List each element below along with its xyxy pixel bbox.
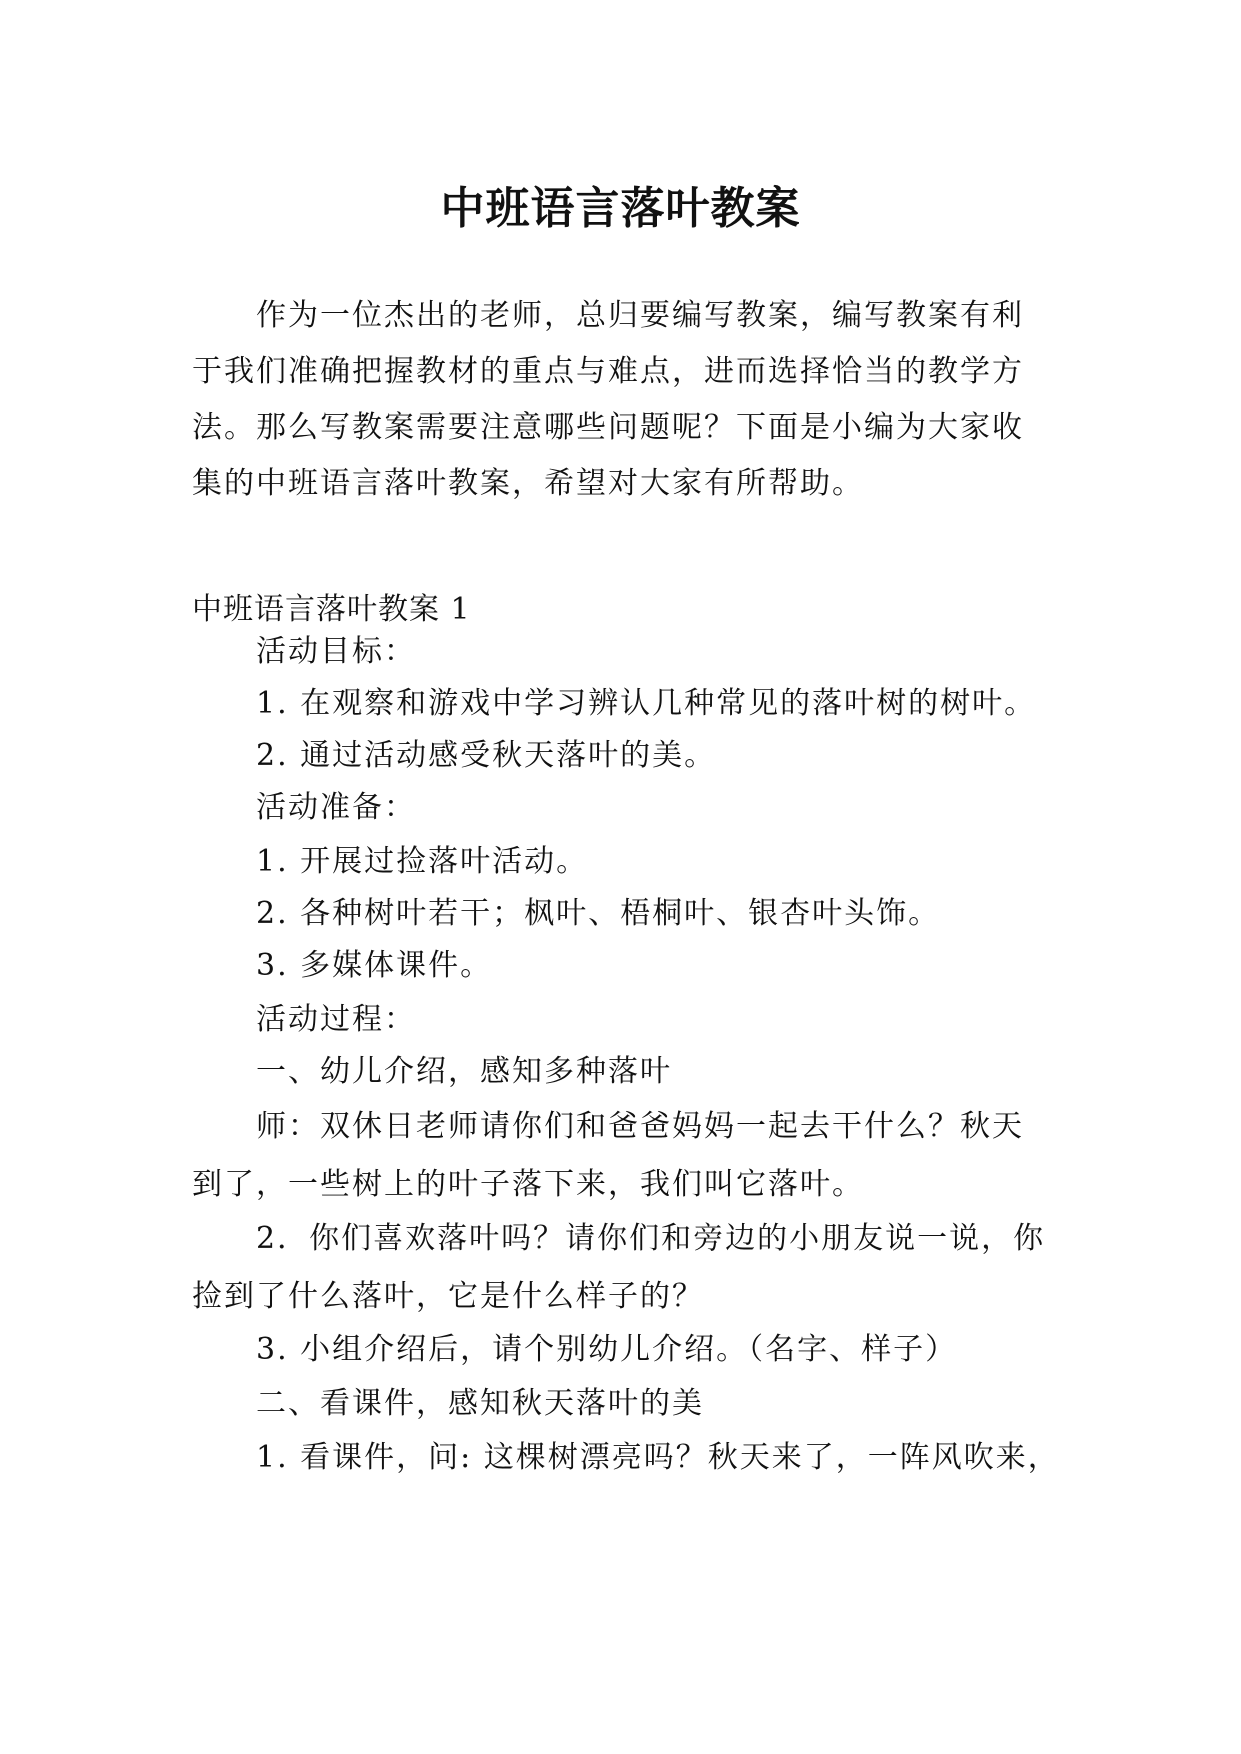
- process-heading: 活动过程：: [256, 1002, 416, 1037]
- activity-goals-heading: 活动目标：: [256, 634, 416, 669]
- preparation-item-3: 3. 多媒体课件。: [256, 948, 493, 983]
- question-paragraph: 2．你们喜欢落叶吗？请你们和旁边的小朋友说一说，你捡到了什么落叶，它是什么样子的？: [192, 1221, 1046, 1314]
- preparation-item-2: 2. 各种树叶若干；枫叶、梧桐叶、银杏叶头饰。: [256, 896, 941, 931]
- preparation-heading: 活动准备：: [256, 790, 416, 825]
- intro-paragraph: 作为一位杰出的老师，总归要编写教案，编写教案有利于我们准确把握教材的重点与难点，进而选择恰当的教学方法。那么写教案需要注意哪些问题呢？下面是小编为大家收集的中班语言落叶教案，希望对大家有所帮助。: [192, 298, 1024, 501]
- goal-item-2: 2. 通过活动感受秋天落叶的美。: [256, 738, 717, 773]
- document-title: 中班语言落叶教案: [440, 183, 801, 235]
- process-item-3: 3. 小组介绍后，请个别幼儿介绍。（名字、样子）: [256, 1332, 958, 1367]
- section-heading: 中班语言落叶教案 1: [192, 592, 471, 627]
- teacher-dialogue-paragraph: 师：双休日老师请你们和爸爸妈妈一起去干什么？秋天到了，一些树上的叶子落下来，我们叫它落叶。: [192, 1109, 1024, 1202]
- preparation-item-1: 1. 开展过捡落叶活动。: [256, 844, 589, 879]
- process-step-1-heading: 一、幼儿介绍，感知多种落叶: [256, 1054, 672, 1089]
- goal-item-1: 1. 在观察和游戏中学习辨认几种常见的落叶树的树叶。: [256, 686, 1037, 721]
- process-step-2-heading: 二、看课件，感知秋天落叶的美: [256, 1386, 704, 1421]
- process-step-2-item-1: 1. 看课件，问: 这棵树漂亮吗？秋天来了，一阵风吹来，: [256, 1440, 1060, 1475]
